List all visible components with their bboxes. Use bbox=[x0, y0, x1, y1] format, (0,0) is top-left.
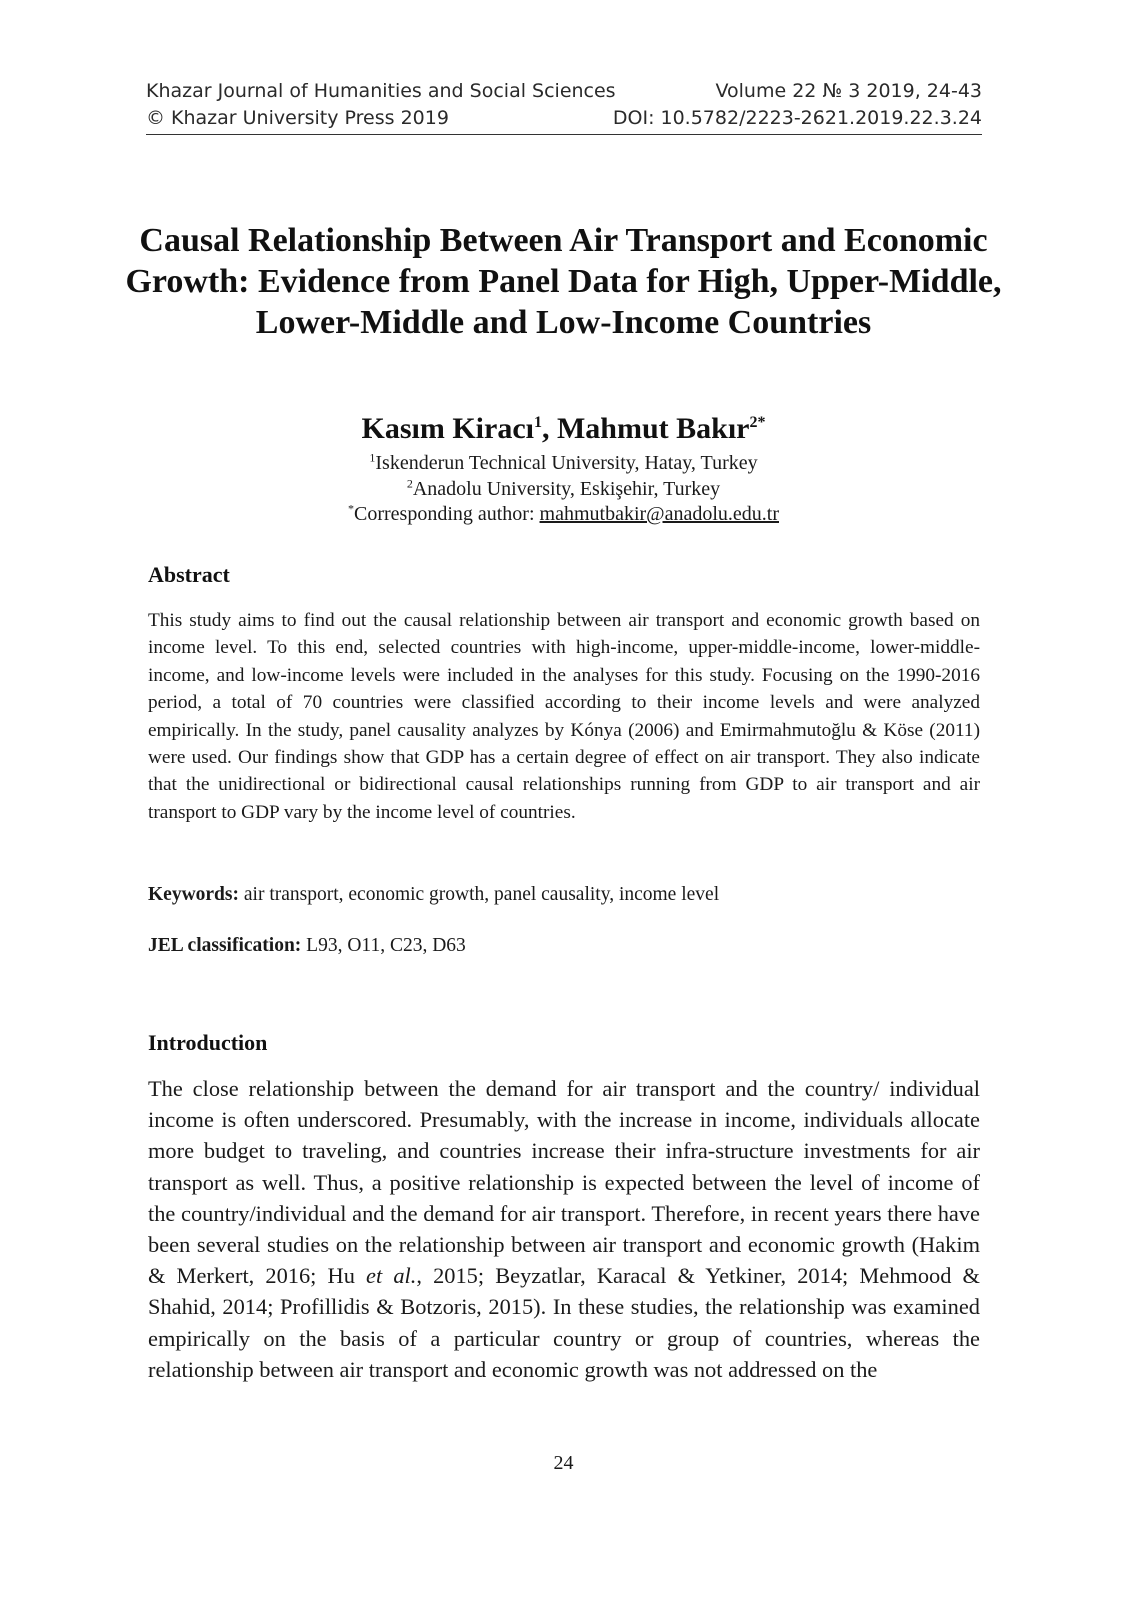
author-separator: , bbox=[541, 412, 557, 445]
volume-info: Volume 22 № 3 2019, 24-43 bbox=[715, 80, 982, 102]
introduction-heading: Introduction bbox=[148, 1030, 268, 1055]
author-list bbox=[120, 412, 1007, 446]
affiliation-1-text: Iskenderun Technical University, Hatay, Turkey bbox=[375, 452, 758, 474]
jel-label: JEL classification: bbox=[148, 935, 302, 956]
abstract-heading: Abstract bbox=[148, 562, 230, 587]
introduction-text-part-1: The close relationship between the demand for air transport and the country/ individual income is often underscored. Presumably, with the increase in income, individuals allocate more budget to traveling, and countries increase their infra-structure investments for air transport as well. Thus, a positive relationship is expected between the level of income of the country/individual and the demand for air transport. Therefore, in recent years there have been several studies on the relationship between air transport and economic growth (Hakim & Merkert, 2016; Hu bbox=[148, 1076, 980, 1289]
abstract-text: This study aims to find out the causal relationship between air transport and economic growth based on income level. To this end, selected countries with high-income, upper-middle-income, lower-middle-income, and low-income levels were included in the analyses for this study. Focusing on the 1990-2016 period, a total of 70 countries were classified according to their income levels and were analyzed empirically. In the study, panel causality analyzes by Kónya (2006) and Emirmahmutoğlu & Köse (2011) were used. Our findings show that GDP has a certain degree of effect on air transport. They also indicate that the unidirectional or bidirectional causal relationships running from GDP to air transport and air transport to GDP vary by the income level of countries. bbox=[148, 610, 980, 823]
jel-text: L93, O11, C23, D63 bbox=[301, 935, 466, 956]
affiliation-2-mark: 2 bbox=[406, 476, 413, 491]
keywords-line bbox=[148, 884, 980, 906]
author-1-mark: 1 bbox=[533, 414, 542, 431]
paper-title: Causal Relationship Between Air Transport and Economic Growth: Evidence from Panel Data for High, Upper-Middle, Lower-Middle and Low-Income Countries bbox=[125, 222, 1002, 341]
corresponding-author bbox=[120, 503, 1007, 526]
et-al: et al. bbox=[366, 1263, 417, 1289]
jel-line bbox=[148, 935, 980, 957]
keywords-label: Keywords: bbox=[148, 884, 239, 905]
corresponding-email-link[interactable]: mahmutbakir@anadolu.edu.tr bbox=[539, 503, 779, 525]
publisher: © Khazar University Press 2019 bbox=[146, 107, 449, 129]
affiliation-1 bbox=[120, 452, 1007, 475]
author-1: Kasım Kiracı bbox=[361, 412, 534, 445]
corresponding-label: Corresponding author: bbox=[354, 503, 540, 525]
affiliation-2-text: Anadolu University, Eskişehir, Turkey bbox=[412, 478, 721, 500]
keywords-text: air transport, economic growth, panel causality, income level bbox=[239, 884, 720, 905]
doi: DOI: 10.5782/2223-2621.2019.22.3.24 bbox=[612, 107, 982, 129]
introduction-text bbox=[148, 1073, 980, 1385]
author-2: Mahmut Bakır bbox=[556, 412, 750, 445]
header-rule bbox=[146, 134, 982, 135]
journal-name: Khazar Journal of Humanities and Social Sciences bbox=[146, 80, 616, 102]
author-2-mark: 2* bbox=[749, 414, 766, 431]
page-number: 24 bbox=[553, 1452, 574, 1474]
affiliation-1-mark: 1 bbox=[369, 450, 376, 465]
running-header-row-2 bbox=[146, 107, 982, 129]
corresponding-mark: * bbox=[348, 501, 354, 516]
introduction-text-part-2: , 2015; Beyzatlar, Karacal & Yetkiner, 2014; Mehmood & Shahid, 2014; Profillidis & Botzoris, 2015). In these studies, the relationship was examined empirically on the basis of a particular country or group of countries, whereas the relationship between air transport and economic growth was not addressed on the bbox=[148, 1263, 980, 1382]
running-header-row-1 bbox=[146, 80, 982, 102]
affiliation-2 bbox=[120, 478, 1007, 501]
